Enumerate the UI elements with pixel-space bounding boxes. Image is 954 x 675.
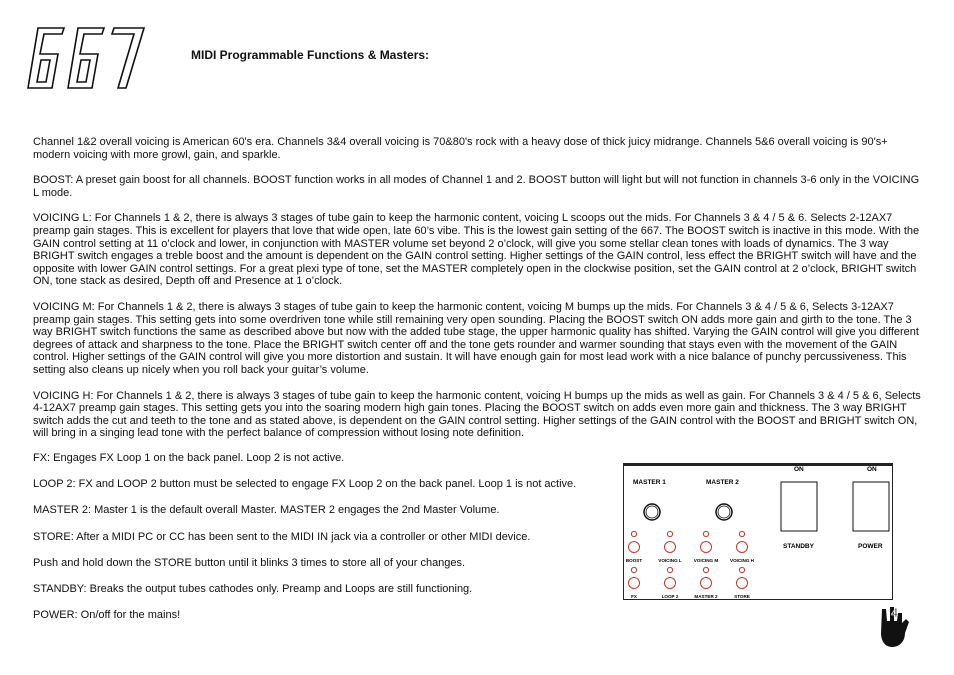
fx-button	[629, 578, 640, 589]
loop2-label: LOOP 2	[661, 594, 679, 599]
voicing-h-label: VOICING H	[730, 558, 754, 563]
page-number: 4	[891, 606, 898, 621]
standby-on-label: ON	[794, 466, 804, 473]
power-on-label: ON	[867, 466, 877, 473]
standby-label: STANDBY	[783, 543, 814, 550]
voicing-l-button	[665, 542, 676, 553]
master2-label: MASTER 2	[706, 479, 739, 486]
item-master2: MASTER 2: Master 1 is the default overall Master. MASTER 2 engages the 2nd Master Volume.	[33, 504, 500, 517]
loop2-led	[667, 567, 672, 572]
item-standby: STANDBY: Breaks the output tubes cathodes only. Preamp and Loops are still functioning.	[33, 582, 473, 595]
boost-label: BOOST	[625, 558, 643, 563]
voicing-h-button	[737, 542, 748, 553]
page-number-badge	[878, 603, 912, 649]
voicing-description	[33, 136, 921, 453]
item-store-hold: Push and hold down the STORE button until it blinks 3 times to store all of your changes.	[33, 556, 466, 569]
store-led	[739, 567, 744, 572]
paragraph-voicing-m: VOICING M: For Channels 1 & 2, there is always 3 stages of tube gain to keep the harmonic content, voicing M bumps up the mids. For Channels 3 & 4 / 5 & 6, Selects 3-12AX7 preamp gain stages. This setting gets into some overdriven tone while still remaining very open sounding. Placing the BOOST switch ON adds more gain and girth to the tone. The 3 way BRIGHT switch functions the same as described above but now with the added tube stage, the upper harmonic quality has shifted. Varying the GAIN control will give you different degrees of attack and sharpness to the tone. Place the BRIGHT switch center off and the tone gets rounder and warmer sounding that stays even with the movement of the GAIN control. Higher settings of the GAIN control will give you more distortion and sustain. It will have enough gain for most lead work with a nice balance of punchy percussiveness. This setting also cleans up nicely when you roll back your guitar’s volume.	[33, 300, 919, 376]
item-power: POWER: On/off for the mains!	[33, 609, 181, 622]
function-list	[33, 452, 613, 635]
item-fx: FX: Engages FX Loop 1 on the back panel. Loop 2 is not active.	[33, 452, 345, 464]
master2-led	[703, 567, 708, 572]
boost-button	[629, 542, 640, 553]
store-button	[737, 578, 748, 589]
boost-led	[631, 531, 636, 536]
master2-btn-label: MASTER 2	[694, 594, 718, 599]
fx-label: FX	[631, 594, 637, 599]
power-label: POWER	[858, 543, 883, 550]
standby-switch	[781, 482, 817, 531]
loop2-button	[665, 578, 676, 589]
paragraph-voicing-h: VOICING H: For Channels 1 & 2, there is always 3 stages of tube gain to keep the harmonic content, voicing H bumps up the mids as well as gain. For Channels 3 & 4 / 5 & 6, Selects 4-12AX7 preamp gain stages. This setting gets you into the soaring modern high gain tones. Placing the BOOST switch on adds even more gain and thickness. The 3 way BRIGHT switch adds the cut and teeth to the tone and as stated above, is dependent on the GAIN control setting. Higher settings of the GAIN control with the BOOST and BRIGHT switch ON, will bring in a singing lead tone with the perfect balance of compression without losing note definition.	[33, 389, 921, 440]
front-panel-diagram	[623, 463, 893, 600]
item-loop2: LOOP 2: FX and LOOP 2 button must be selected to engage FX Loop 2 on the back panel. Loop 1 is not active.	[33, 478, 577, 491]
voicing-l-label: VOICING L	[658, 558, 682, 563]
voicing-h-led	[739, 531, 744, 536]
power-switch	[853, 482, 889, 531]
fx-led	[631, 567, 636, 572]
paragraph-voicing-l: VOICING L: For Channels 1 & 2, there is always 3 stages of tube gain to keep the harmonic content, voicing L scoops out the mids. For Channels 3 & 4 / 5 & 6. Selects 2-12AX7 preamp gain stages. This is excellent for players that love that wide open, late 60’s vibe. This is the lowest gain setting of the 667. The BOOST switch is inactive in this mode. With the GAIN control setting at 11 o’clock and lower, in conjunction with MASTER volume set beyond 2 o’clock, will give you some stellar clean tones with loads of dynamics. The 3 way BRIGHT switch engages a treble boost and the amount is dependent on the GAIN control setting. Higher settings of the GAIN control, less effect the BRIGHT switch will have and the opposite with lower GAIN control settings. For a great plexi type of tone, set the MASTER completely open in the clockwise position, set the GAIN control at 2 o’clock, BRIGHT switch ON, tone stack as desired, Depth off and Presence at 1 o’clock.	[33, 212, 920, 288]
voicing-m-label: VOICING M	[693, 558, 719, 563]
page-heading: MIDI Programmable Functions & Masters:	[191, 48, 430, 62]
store-label: STORE	[734, 594, 750, 599]
voicing-l-led	[667, 531, 672, 536]
paragraph-boost: BOOST: A preset gain boost for all channels. BOOST function works in all modes of Channel 1 and 2. BOOST button will light but will not function in channels 3-6 only in the VOICING L mode.	[33, 174, 920, 199]
paragraph-overview: Channel 1&2 overall voicing is American 60's era. Channels 3&4 overall voicing is 70&80's rock with a heavy dose of thick juicy midrange. Channels 5&6 overall voicing is 90's+ modern voicing with more growl, gain, and sparkle.	[33, 136, 888, 161]
voicing-m-button	[701, 542, 712, 553]
voicing-m-led	[703, 531, 708, 536]
master1-label: MASTER 1	[633, 479, 666, 486]
item-store: STORE: After a MIDI PC or CC has been sent to the MIDI IN jack via a controller or other MIDI device.	[33, 530, 531, 543]
master2-button	[701, 578, 712, 589]
brand-logo	[26, 24, 146, 92]
